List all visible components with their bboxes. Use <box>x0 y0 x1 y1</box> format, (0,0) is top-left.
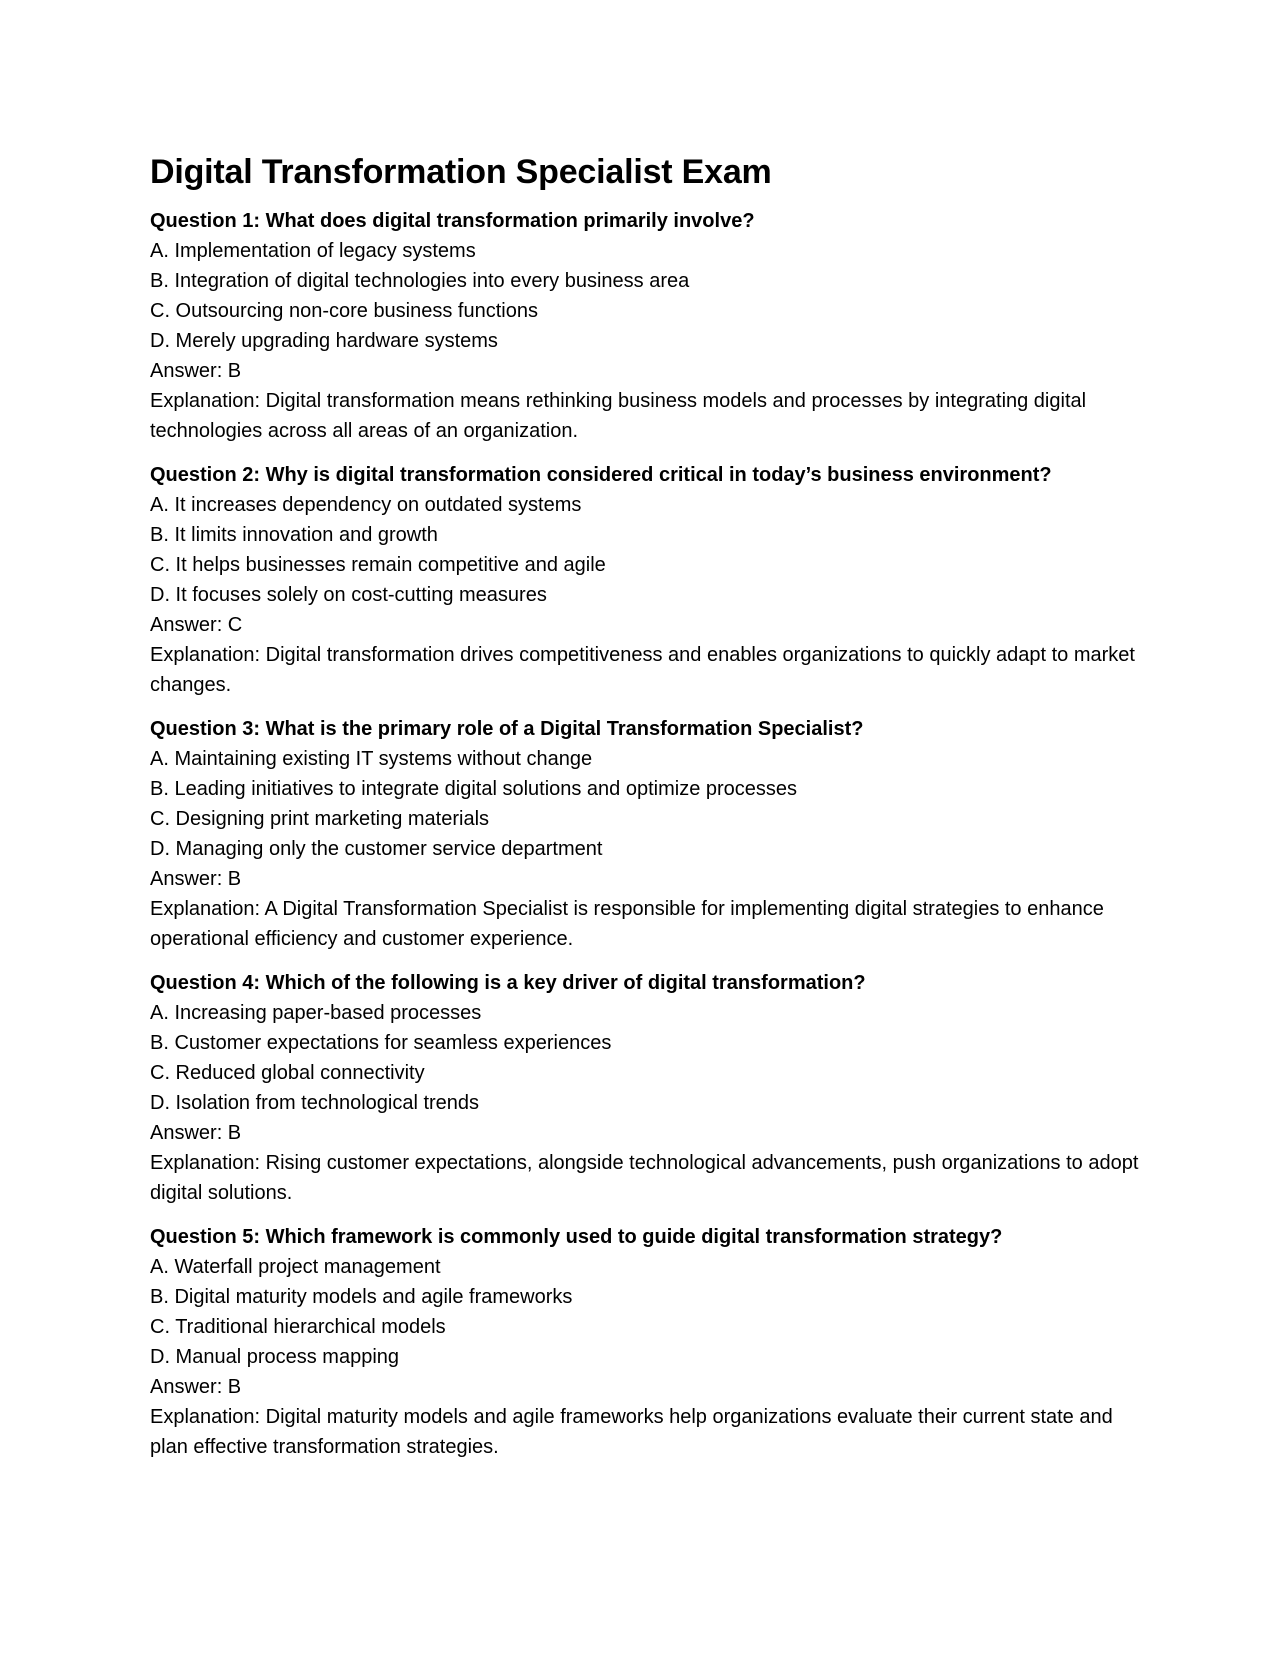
option-d: D. Managing only the customer service department <box>150 838 603 860</box>
option-d: D. Manual process mapping <box>150 1346 400 1368</box>
option-d: D. It focuses solely on cost-cutting measures <box>150 584 547 606</box>
question-text: Question 4: Which of the following is a key driver of digital transformation? <box>150 972 866 994</box>
explanation: Explanation: A Digital Transformation Specialist is responsible for implementing digital strategies to enhance operational efficiency and customer experience. <box>150 898 1104 950</box>
question-text: Question 3: What is the primary role of a Digital Transformation Specialist? <box>150 718 864 740</box>
answer: Answer: B <box>150 1376 242 1398</box>
question-block-5 <box>150 1222 1150 1462</box>
option-a: A. It increases dependency on outdated systems <box>150 494 582 516</box>
answer: Answer: C <box>150 614 243 636</box>
option-b: B. Digital maturity models and agile frameworks <box>150 1286 573 1308</box>
option-a: A. Waterfall project management <box>150 1256 441 1278</box>
option-a: A. Increasing paper-based processes <box>150 1002 482 1024</box>
option-a: A. Maintaining existing IT systems without change <box>150 748 593 770</box>
explanation: Explanation: Digital transformation drives competitiveness and enables organizations to quickly adapt to market changes. <box>150 644 1135 696</box>
question-text: Question 2: Why is digital transformation considered critical in today’s business environment? <box>150 464 1052 486</box>
option-a: A. Implementation of legacy systems <box>150 240 476 262</box>
option-b: B. It limits innovation and growth <box>150 524 438 546</box>
option-d: D. Merely upgrading hardware systems <box>150 330 498 352</box>
explanation: Explanation: Digital maturity models and agile frameworks help organizations evaluate their current state and plan effective transformation strategies. <box>150 1406 1113 1458</box>
explanation: Explanation: Rising customer expectations, alongside technological advancements, push organizations to adopt digital solutions. <box>150 1152 1139 1204</box>
option-b: B. Leading initiatives to integrate digital solutions and optimize processes <box>150 778 798 800</box>
option-b: B. Integration of digital technologies into every business area <box>150 270 690 292</box>
question-block-1 <box>150 206 1150 446</box>
answer: Answer: B <box>150 1122 242 1144</box>
option-c: C. Reduced global connectivity <box>150 1062 425 1084</box>
option-c: C. It helps businesses remain competitive and agile <box>150 554 606 576</box>
question-block-2 <box>150 460 1150 700</box>
option-c: C. Designing print marketing materials <box>150 808 490 830</box>
question-block-4 <box>150 968 1150 1208</box>
answer: Answer: B <box>150 360 242 382</box>
question-text: Question 1: What does digital transformation primarily involve? <box>150 210 755 232</box>
option-d: D. Isolation from technological trends <box>150 1092 480 1114</box>
option-c: C. Traditional hierarchical models <box>150 1316 446 1338</box>
document-title: Digital Transformation Specialist Exam <box>150 153 772 191</box>
answer: Answer: B <box>150 868 242 890</box>
explanation: Explanation: Digital transformation means rethinking business models and processes by integrating digital technologies across all areas of an organization. <box>150 390 1087 442</box>
option-b: B. Customer expectations for seamless experiences <box>150 1032 612 1054</box>
option-c: C. Outsourcing non-core business functions <box>150 300 538 322</box>
question-block-3 <box>150 714 1150 954</box>
question-text: Question 5: Which framework is commonly used to guide digital transformation strategy? <box>150 1226 1003 1248</box>
